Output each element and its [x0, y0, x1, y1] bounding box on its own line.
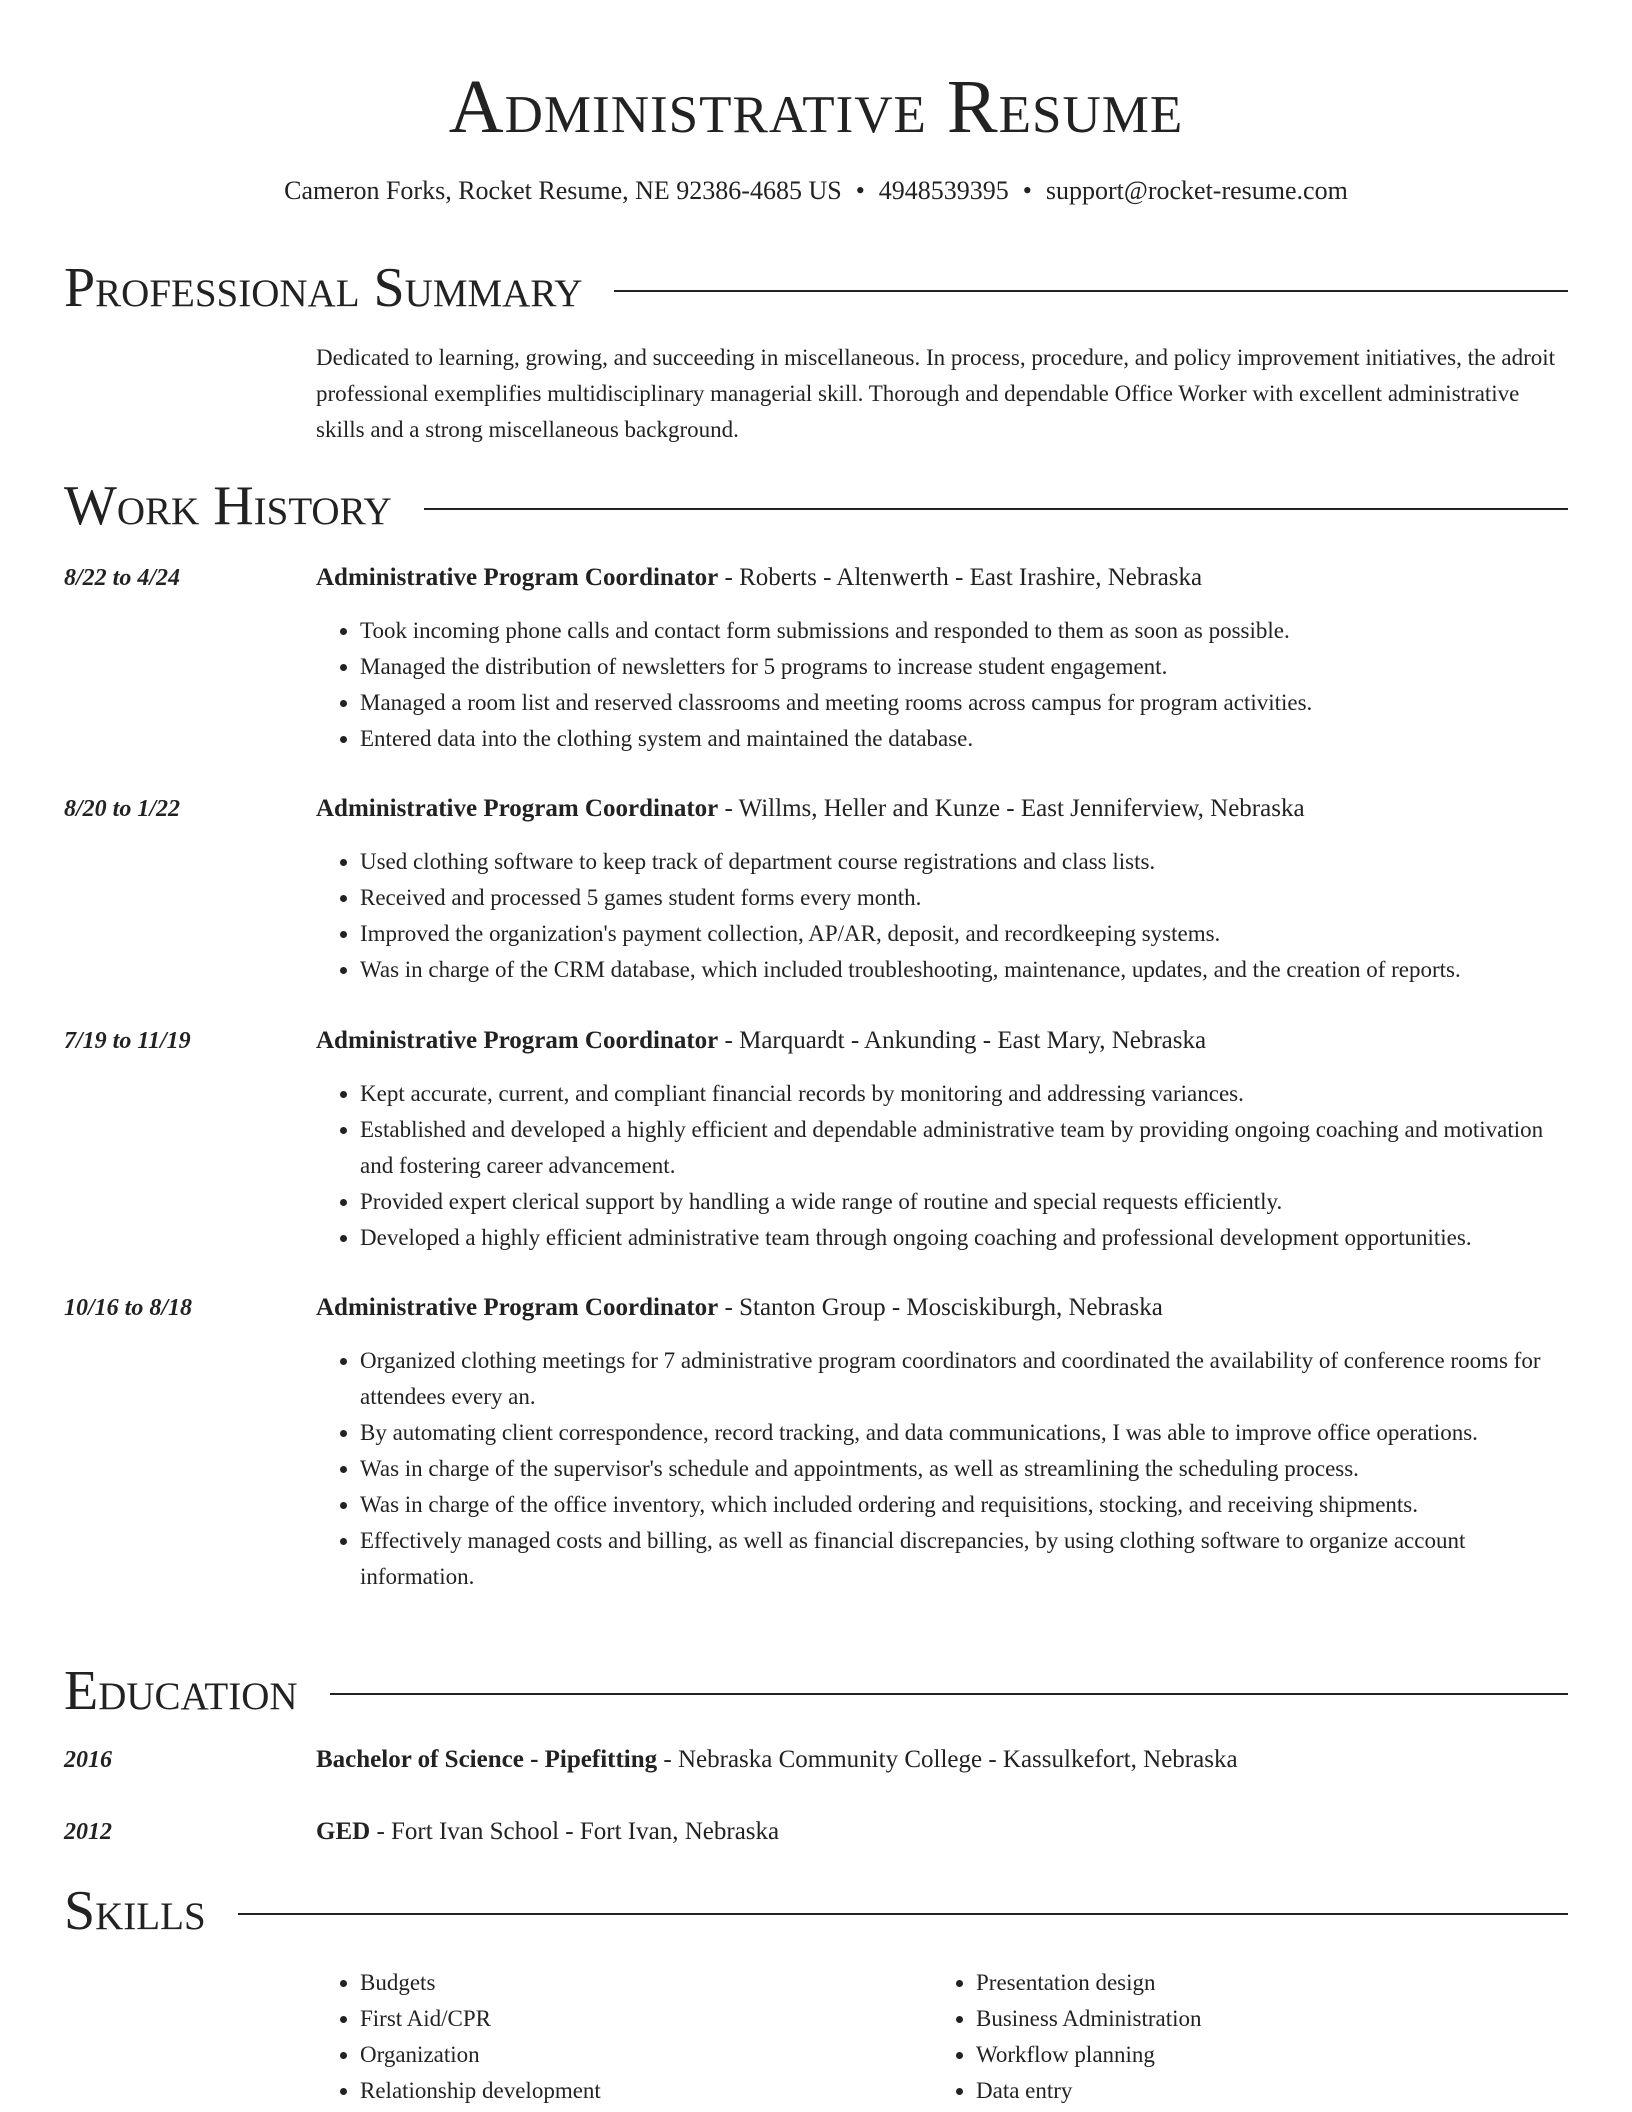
skill-item: • Business Administration: [976, 2001, 1202, 2037]
list-item: • Kept accurate, current, and compliant financial records by monitoring and addressing variances.: [360, 1076, 1568, 1112]
skill-item: • First Aid/CPR: [360, 2001, 601, 2037]
section-title: Skills: [64, 1880, 206, 1942]
work-heading: [316, 792, 1568, 826]
summary-text: Dedicated to learning, growing, and succeeding in miscellaneous. In process, procedure, and policy improvement initiatives, the adroit professional exemplifies multidisciplinary managerial skill. Thorough and dependable Office Worker with excellent administrative skills and a strong miscellaneous background.: [316, 345, 1556, 442]
work-bullets: [316, 1343, 1568, 1595]
contact-separator: •: [855, 176, 865, 205]
skills-list-right: [932, 1965, 1202, 2109]
work-bullets: [316, 613, 1568, 757]
list-item: • Effectively managed costs and billing, as well as financial discrepancies, by using clothing software to organize account information.: [360, 1523, 1568, 1595]
contact-email[interactable]: support@rocket-resume.com: [1045, 176, 1348, 205]
list-item: • Organized clothing meetings for 7 administrative program coordinators and coordinated the availability of conference rooms for attendees every an.: [360, 1343, 1568, 1415]
skill-item: • Budgets: [360, 1965, 601, 2001]
job-title: Administrative Program Coordinator: [316, 564, 719, 591]
job-details: - Stanton Group - Mosciskiburgh, Nebraska: [718, 1294, 1163, 1321]
education-year: 2016: [64, 1747, 112, 1773]
skill-item: • Workflow planning: [976, 2037, 1202, 2073]
school-details: - Nebraska Community College - Kassulkefort, Nebraska: [657, 1746, 1238, 1773]
list-item: • Improved the organization's payment collection, AP/AR, deposit, and recordkeeping systems.: [360, 916, 1568, 952]
contact-line: [0, 174, 1632, 208]
resume-title: Administrative Resume: [448, 65, 1184, 149]
degree-title: Bachelor of Science - Pipefitting: [316, 1746, 658, 1773]
job-details: - Roberts - Altenwerth - East Irashire, Nebraska: [718, 564, 1203, 591]
job-title: Administrative Program Coordinator: [316, 1027, 719, 1054]
section-title: Education: [64, 1660, 298, 1722]
work-dates: 8/20 to 1/22: [64, 796, 181, 822]
section-skills-header: [64, 1879, 1568, 1943]
list-item: • Managed a room list and reserved classrooms and meeting rooms across campus for program activities.: [360, 685, 1568, 721]
list-item: • Was in charge of the supervisor's schedule and appointments, as well as streamlining the scheduling process.: [360, 1451, 1568, 1487]
work-dates: 7/19 to 11/19: [64, 1028, 191, 1054]
degree-title: GED: [316, 1818, 371, 1845]
section-work-header: [64, 474, 1568, 538]
job-title: Administrative Program Coordinator: [316, 1294, 719, 1321]
work-heading: [316, 1024, 1568, 1058]
list-item: • By automating client correspondence, record tracking, and data communications, I was able to improve office operations.: [360, 1415, 1568, 1451]
skill-item: • Data entry: [976, 2073, 1202, 2109]
education-year: 2012: [64, 1819, 112, 1845]
job-details: - Willms, Heller and Kunze - East Jenniferview, Nebraska: [718, 795, 1305, 822]
work-bullets: [316, 844, 1568, 988]
skill-item: • Presentation design: [976, 1965, 1202, 2001]
work-heading: [316, 561, 1568, 595]
list-item: • Was in charge of the CRM database, which included troubleshooting, maintenance, updates, and the creation of reports.: [360, 952, 1568, 988]
section-rule: [330, 1693, 1568, 1695]
job-details: - Marquardt - Ankunding - East Mary, Nebraska: [718, 1027, 1207, 1054]
job-title: Administrative Program Coordinator: [316, 795, 719, 822]
list-item: • Provided expert clerical support by handling a wide range of routine and special requests efficiently.: [360, 1184, 1568, 1220]
skills-list-left: [316, 1965, 601, 2109]
section-rule: [424, 508, 1568, 510]
list-item: • Used clothing software to keep track of department course registrations and class lists.: [360, 844, 1568, 880]
skill-item: • Relationship development: [360, 2073, 601, 2109]
contact-address: Cameron Forks, Rocket Resume, NE 92386-4685 US: [284, 176, 842, 205]
list-item: • Took incoming phone calls and contact form submissions and responded to them as soon as possible.: [360, 613, 1568, 649]
contact-phone: 4948539395: [878, 176, 1009, 205]
section-summary-header: [64, 256, 1568, 320]
work-heading: [316, 1291, 1568, 1325]
section-title: Professional Summary: [64, 257, 583, 319]
list-item: • Entered data into the clothing system and maintained the database.: [360, 721, 1568, 757]
work-bullets: [316, 1076, 1568, 1256]
section-rule: [614, 290, 1568, 292]
contact-separator: •: [1022, 176, 1032, 205]
section-rule: [238, 1913, 1568, 1915]
school-details: - Fort Ivan School - Fort Ivan, Nebraska: [370, 1818, 780, 1845]
education-heading: [316, 1815, 1568, 1849]
education-heading: [316, 1743, 1568, 1777]
skill-item: • Organization: [360, 2037, 601, 2073]
list-item: • Was in charge of the office inventory, which included ordering and requisitions, stocking, and receiving shipments.: [360, 1487, 1568, 1523]
list-item: • Established and developed a highly efficient and dependable administrative team by providing ongoing coaching and motivation and fostering career advancement.: [360, 1112, 1568, 1184]
list-item: • Received and processed 5 games student forms every month.: [360, 880, 1568, 916]
section-title: Work History: [64, 475, 392, 537]
section-education-header: [64, 1659, 1568, 1723]
work-dates: 8/22 to 4/24: [64, 565, 181, 591]
list-item: • Developed a highly efficient administrative team through ongoing coaching and professional development opportunities.: [360, 1220, 1568, 1256]
work-dates: 10/16 to 8/18: [64, 1295, 193, 1321]
list-item: • Managed the distribution of newsletters for 5 programs to increase student engagement.: [360, 649, 1568, 685]
